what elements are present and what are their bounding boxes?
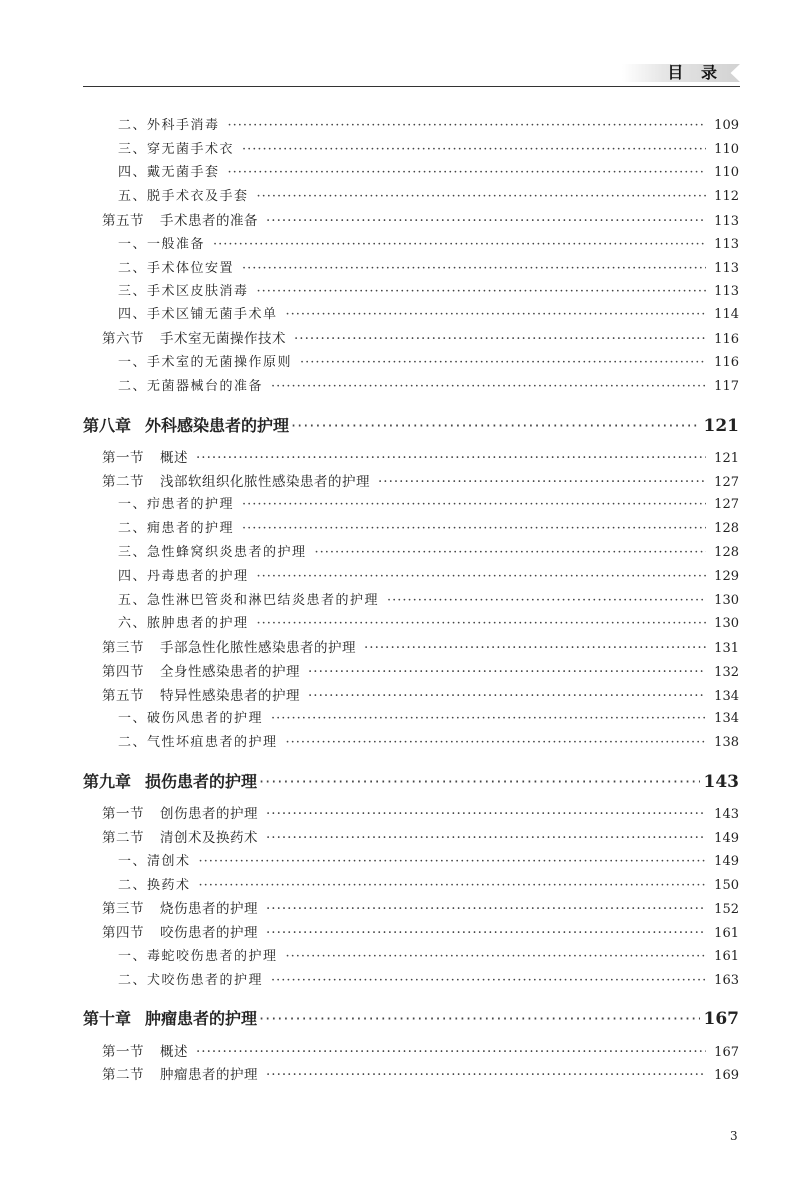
dot-leader (266, 830, 706, 846)
entry-title (118, 707, 263, 726)
entry-page-number: 121 (714, 451, 739, 466)
dot-leader (228, 165, 707, 180)
subsection-entry[interactable] (118, 493, 739, 512)
entry-label: 一、清创术 (118, 854, 191, 869)
entry-label: 烧伤患者的护理 (160, 901, 258, 917)
entry-page-number: 121 (703, 416, 739, 436)
entry-number: 第三节 (102, 640, 144, 656)
entry-page-number: 134 (714, 711, 739, 726)
subsection-entry[interactable] (118, 945, 739, 964)
subsection-entry[interactable] (118, 375, 739, 394)
entry-page-number: 134 (714, 689, 739, 704)
dot-leader (266, 901, 706, 917)
dot-leader (266, 806, 706, 822)
dot-leader (387, 593, 706, 608)
entry-page-number: 130 (714, 616, 739, 631)
dot-leader (300, 355, 706, 370)
entry-label: 二、气性坏疽患者的护理 (118, 735, 278, 750)
entry-page-number: 149 (714, 854, 739, 869)
entry-title (102, 636, 356, 656)
entry-title (118, 612, 249, 631)
subsection-entry[interactable] (118, 707, 739, 726)
entry-page-number: 128 (714, 521, 739, 536)
subsection-entry[interactable] (118, 874, 739, 893)
subsection-entry[interactable] (118, 969, 739, 988)
entry-title (118, 874, 191, 893)
entry-label: 六、脓肿患者的护理 (118, 616, 249, 631)
dot-leader (286, 735, 707, 750)
entry-title (118, 351, 292, 370)
entry-number: 第三节 (102, 901, 144, 917)
section-entry[interactable] (102, 1063, 739, 1083)
entry-title (118, 233, 205, 252)
entry-label: 肿瘤患者的护理 (145, 1009, 258, 1028)
dot-leader (242, 521, 706, 536)
entry-label: 二、手术体位安置 (118, 261, 235, 276)
entry-title (118, 257, 234, 276)
entry-page-number: 149 (714, 831, 739, 846)
entry-label: 四、丹毒患者的护理 (118, 569, 249, 584)
entry-page-number: 114 (714, 307, 739, 322)
subsection-entry[interactable] (118, 303, 739, 322)
section-entry[interactable] (102, 209, 739, 229)
entry-title (102, 1040, 188, 1060)
entry-page-number: 131 (714, 641, 739, 656)
section-entry[interactable] (102, 802, 739, 822)
entry-label: 浅部软组织化脓性感染患者的护理 (160, 474, 370, 490)
dot-leader (228, 118, 707, 133)
entry-label: 全身性感染患者的护理 (160, 664, 300, 680)
section-entry[interactable] (102, 826, 739, 846)
entry-page-number: 130 (714, 593, 739, 608)
entry-title (118, 375, 263, 394)
entry-number: 第四节 (102, 664, 144, 680)
subsection-entry[interactable] (118, 161, 739, 180)
entry-number: 第六节 (102, 331, 144, 347)
entry-page-number: 117 (714, 379, 739, 394)
subsection-entry[interactable] (118, 589, 739, 608)
dot-leader (266, 925, 706, 941)
entry-title (118, 731, 278, 750)
entry-title (118, 185, 249, 204)
section-entry[interactable] (102, 446, 739, 466)
entry-label: 三、急性蜂窝织炎患者的护理 (118, 545, 307, 560)
entry-page-number: 128 (714, 545, 739, 560)
entry-page-number: 132 (714, 665, 739, 680)
section-entry[interactable] (102, 660, 739, 680)
dot-leader (257, 616, 707, 631)
entry-title (118, 541, 307, 560)
entry-title (83, 769, 257, 792)
entry-label: 特异性感染患者的护理 (160, 688, 300, 704)
entry-title (118, 565, 249, 584)
subsection-entry[interactable] (118, 185, 739, 204)
chapter-entry[interactable] (83, 769, 739, 792)
section-entry[interactable] (102, 1040, 739, 1060)
entry-title (102, 470, 370, 490)
dot-leader (291, 416, 699, 435)
entry-label: 概述 (160, 1044, 188, 1060)
entry-page-number: 116 (714, 355, 739, 370)
entry-title (118, 589, 379, 608)
entry-page-number: 163 (714, 973, 739, 988)
entry-number: 第一节 (102, 1044, 144, 1060)
entry-page-number: 129 (714, 569, 739, 584)
dot-leader (378, 474, 706, 490)
entry-page-number: 138 (714, 735, 739, 750)
entry-label: 三、穿无菌手术衣 (118, 142, 235, 157)
entry-label: 外科感染患者的护理 (145, 416, 290, 435)
entry-label: 一、一般准备 (118, 237, 206, 252)
entry-number: 第十章 (83, 1009, 132, 1028)
entry-label: 四、手术区铺无菌手术单 (118, 307, 278, 322)
entry-title (118, 303, 278, 322)
subsection-entry[interactable] (118, 565, 739, 584)
entry-label: 一、手术室的无菌操作原则 (118, 355, 293, 370)
entry-label: 概述 (160, 450, 188, 466)
entry-page-number: 113 (714, 214, 739, 229)
entry-label: 创伤患者的护理 (160, 806, 258, 822)
entry-label: 清创术及换药术 (160, 830, 258, 846)
entry-title (102, 826, 258, 846)
section-entry[interactable] (102, 327, 739, 347)
entry-number: 第五节 (102, 213, 144, 229)
dot-leader (266, 1067, 706, 1083)
subsection-entry[interactable] (118, 138, 739, 157)
entry-page-number: 109 (714, 118, 739, 133)
dot-leader (271, 711, 706, 726)
dot-leader (259, 772, 699, 791)
entry-title (102, 802, 258, 822)
entry-page-number: 143 (703, 772, 739, 792)
subsection-entry[interactable] (118, 612, 739, 631)
entry-page-number: 110 (714, 142, 739, 157)
entry-page-number: 152 (714, 902, 739, 917)
entry-label: 二、无菌器械台的准备 (118, 379, 264, 394)
subsection-entry[interactable] (118, 517, 739, 536)
page-number: 3 (730, 1129, 738, 1143)
chapter-entry[interactable] (83, 413, 739, 436)
subsection-entry[interactable] (118, 114, 739, 133)
entry-label: 手部急性化脓性感染患者的护理 (160, 640, 356, 656)
entry-title (118, 280, 249, 299)
entry-number: 第四节 (102, 925, 144, 941)
entry-label: 三、手术区皮肤消毒 (118, 284, 249, 299)
entry-page-number: 150 (714, 878, 739, 893)
dot-leader (286, 307, 707, 322)
entry-label: 一、破伤风患者的护理 (118, 711, 264, 726)
entry-title (118, 161, 220, 180)
entry-label: 损伤患者的护理 (145, 772, 258, 791)
entry-title (118, 138, 234, 157)
entry-number: 第二节 (102, 830, 144, 846)
entry-number: 第一节 (102, 450, 144, 466)
entry-page-number: 143 (714, 807, 739, 822)
entry-page-number: 116 (714, 332, 739, 347)
section-entry[interactable] (102, 636, 739, 656)
section-entry[interactable] (102, 921, 739, 941)
entry-page-number: 167 (714, 1045, 739, 1060)
page-title: 目 录 (667, 63, 723, 82)
entry-page-number: 113 (714, 284, 739, 299)
entry-page-number: 110 (714, 165, 739, 180)
entry-number: 第八章 (83, 416, 132, 435)
entry-label: 一、毒蛇咬伤患者的护理 (118, 949, 278, 964)
subsection-entry[interactable] (118, 850, 739, 869)
entry-page-number: 161 (714, 926, 739, 941)
page-header (83, 58, 740, 87)
entry-page-number: 113 (714, 237, 739, 252)
entry-title (102, 327, 286, 347)
dot-leader (257, 284, 707, 299)
dot-leader (266, 213, 706, 229)
section-entry[interactable] (102, 897, 739, 917)
dot-leader (259, 1009, 699, 1028)
section-entry[interactable] (102, 470, 739, 490)
entry-page-number: 113 (714, 261, 739, 276)
chapter-entry[interactable] (83, 1006, 739, 1029)
entry-page-number: 167 (703, 1009, 739, 1029)
dot-leader (271, 973, 706, 988)
subsection-entry[interactable] (118, 280, 739, 299)
subsection-entry[interactable] (118, 351, 739, 370)
entry-title (118, 493, 234, 512)
entry-label: 五、急性淋巴管炎和淋巴结炎患者的护理 (118, 593, 380, 608)
entry-title (102, 446, 188, 466)
subsection-entry[interactable] (118, 541, 739, 560)
dot-leader (242, 142, 706, 157)
entry-number: 第九章 (83, 772, 132, 791)
entry-title (118, 969, 263, 988)
dot-leader (242, 497, 706, 512)
entry-label: 手术室无菌操作技术 (160, 331, 286, 347)
entry-title (102, 684, 300, 704)
entry-label: 二、换药术 (118, 878, 191, 893)
dot-leader (199, 878, 707, 893)
entry-number: 第二节 (102, 1067, 144, 1083)
dot-leader (364, 640, 706, 656)
subsection-entry[interactable] (118, 731, 739, 750)
entry-page-number: 112 (714, 189, 739, 204)
dot-leader (257, 189, 707, 204)
entry-label: 二、犬咬伤患者的护理 (118, 973, 264, 988)
dot-leader (315, 545, 707, 560)
entry-label: 二、外科手消毒 (118, 118, 220, 133)
entry-title (118, 945, 278, 964)
dot-leader (199, 854, 707, 869)
dot-leader (271, 379, 706, 394)
entry-page-number: 127 (714, 475, 739, 490)
dot-leader (286, 949, 707, 964)
entry-label: 肿瘤患者的护理 (160, 1067, 258, 1083)
subsection-entry[interactable] (118, 257, 739, 276)
entry-label: 四、戴无菌手套 (118, 165, 220, 180)
dot-leader (308, 688, 706, 704)
dot-leader (294, 331, 706, 347)
entry-number: 第二节 (102, 474, 144, 490)
entry-page-number: 169 (714, 1068, 739, 1083)
subsection-entry[interactable] (118, 233, 739, 252)
dot-leader (242, 261, 706, 276)
entry-label: 一、疖患者的护理 (118, 497, 235, 512)
entry-title (102, 921, 258, 941)
entry-title (118, 517, 234, 536)
entry-page-number: 161 (714, 949, 739, 964)
dot-leader (257, 569, 707, 584)
entry-number: 第五节 (102, 688, 144, 704)
dot-leader (308, 664, 706, 680)
entry-number: 第一节 (102, 806, 144, 822)
entry-label: 手术患者的准备 (160, 213, 258, 229)
entry-title (118, 114, 220, 133)
entry-title (102, 209, 258, 229)
entry-title (102, 897, 258, 917)
entry-title (102, 1063, 258, 1083)
entry-label: 二、痈患者的护理 (118, 521, 235, 536)
dot-leader (213, 237, 706, 252)
entry-label: 咬伤患者的护理 (160, 925, 258, 941)
dot-leader (196, 450, 706, 466)
entry-title (83, 1006, 257, 1029)
entry-title (102, 660, 300, 680)
entry-page-number: 127 (714, 497, 739, 512)
entry-title (83, 413, 289, 436)
section-entry[interactable] (102, 684, 739, 704)
dot-leader (196, 1044, 706, 1060)
entry-label: 五、脱手术衣及手套 (118, 189, 249, 204)
entry-title (118, 850, 191, 869)
